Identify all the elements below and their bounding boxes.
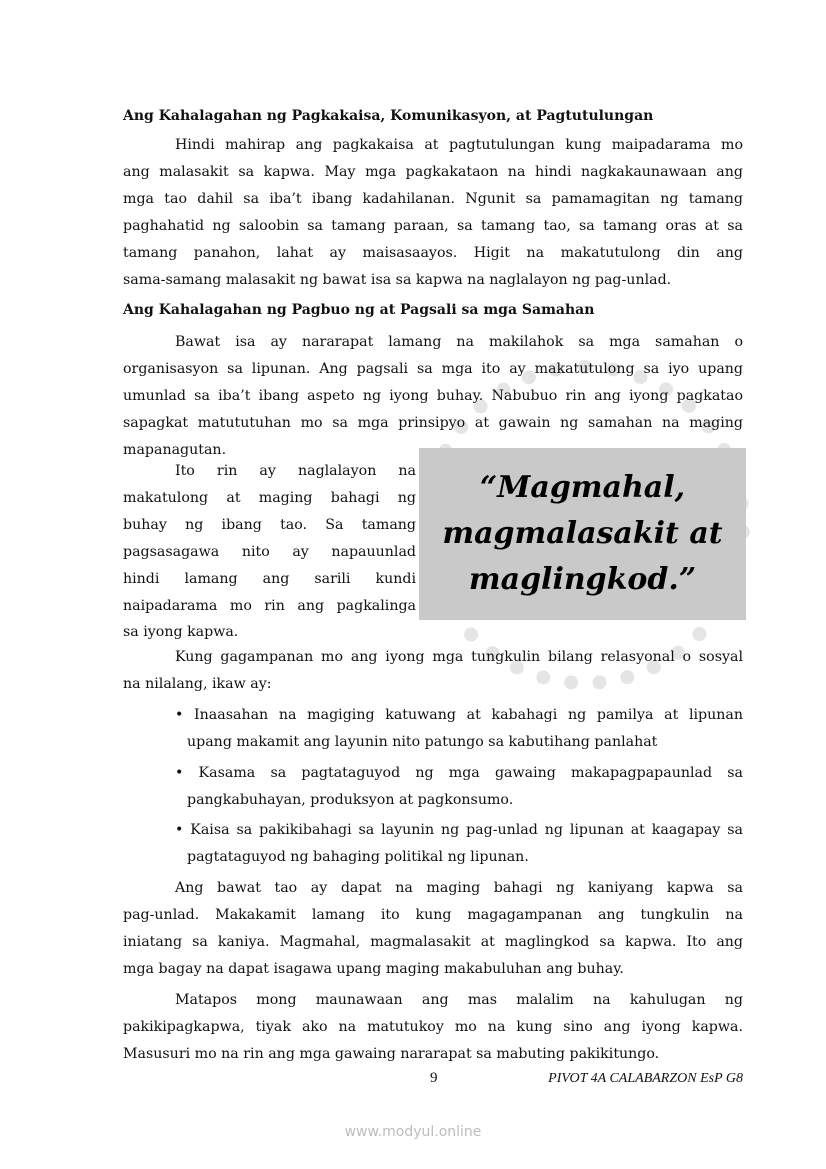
text-line: sapagkat matututuhan mo sa mga prinsipyo at gawain ng samahan na maging xyxy=(123,414,743,431)
text-line: mga bagay na dapat isagawa upang maging makabuluhan ang buhay. xyxy=(123,960,624,977)
text-line: umunlad sa iba’t ibang aspeto ng iyong buhay. Nabubuo rin ang iyong pagkatao xyxy=(123,387,743,404)
bullet-item xyxy=(175,702,743,756)
text-line: pagsasagawa nito ay napauunlad xyxy=(123,543,416,560)
paragraph-tungkulin xyxy=(123,644,743,698)
section-heading-samahan: Ang Kahalagahan ng Pagbuo ng at Pagsali sa mga Samahan xyxy=(123,302,595,318)
paragraph-pagkakaisa xyxy=(123,132,743,293)
text-line: sama-samang malasakit ng bawat isa sa kapwa na naglalayon ng pag-unlad. xyxy=(123,271,672,288)
text-line: mga tao dahil sa iba’t ibang kadahilanan. Ngunit sa pamamagitan ng tamang xyxy=(123,190,743,207)
paragraph-matapos xyxy=(123,987,743,1068)
text-line: Matapos mong maunawaan ang mas malalim na kahulugan ng xyxy=(175,992,743,1008)
text-line: Ang bawat tao ay dapat na maging bahagi ng kaniyang kapwa sa xyxy=(175,880,743,896)
text-line: pakikipagkapwa, tiyak ako na matutukoy mo na kung sino ang iyong kapwa. xyxy=(123,1018,743,1035)
text-line: mapanagutan. xyxy=(123,441,227,458)
text-line: organisasyon sa lipunan. Ang pagsali sa mga ito ay makatutulong sa iyo upang xyxy=(123,360,743,377)
quote-box xyxy=(419,448,746,620)
text-line: hindi lamang ang sarili kundi xyxy=(123,570,416,587)
text-line: • Inaasahan na magiging katuwang at kabahagi ng pamilya at lipunan xyxy=(175,707,743,723)
paragraph-samahan-1 xyxy=(123,329,743,464)
footer-module-title: PIVOT 4A CALABARZON EsP G8 xyxy=(548,1071,743,1086)
quote-line: maglingkod.” xyxy=(468,562,697,597)
quote-line: “Magmahal, xyxy=(479,470,686,505)
text-line: pangkabuhayan, produksyon at pagkonsumo. xyxy=(187,791,514,808)
text-line: makatulong at maging bahagi ng xyxy=(123,489,416,506)
quote-line: magmalasakit at xyxy=(442,516,723,551)
text-line: Hindi mahirap ang pagkakaisa at pagtutulungan kung maipadarama mo xyxy=(175,137,743,153)
text-line: • Kasama sa pagtataguyod ng mga gawaing makapagpapaunlad sa xyxy=(175,765,743,781)
text-line: Bawat isa ay nararapat lamang na makilahok sa mga samahan o xyxy=(175,334,743,350)
text-line: upang makamit ang layunin nito patungo sa kabutihang panlahat xyxy=(187,733,658,750)
text-line: iniatang sa kaniya. Magmahal, magmalasakit at maglingkod sa kapwa. Ito ang xyxy=(123,933,743,950)
text-line: tamang panahon, lahat ay maisasaayos. Higit na makatutulong din ang xyxy=(123,244,743,261)
text-line: paghahatid ng saloobin sa tamang paraan, sa tamang tao, sa tamang oras at sa xyxy=(123,217,743,234)
text-line: • Kaisa sa pakikibahagi sa layunin ng pag-unlad ng lipunan at kaagapay sa xyxy=(175,822,743,838)
website-watermark: www.modyul.online xyxy=(344,1124,482,1140)
text-line: naipadarama mo rin ang pagkalinga xyxy=(123,597,416,614)
paragraph-bahagi xyxy=(123,875,743,983)
page-number: 9 xyxy=(430,1070,438,1086)
text-line: Kung gagampanan mo ang iyong mga tungkulin bilang relasyonal o sosyal xyxy=(175,649,743,665)
text-line: pagtataguyod ng bahaging politikal ng lipunan. xyxy=(187,848,529,865)
text-line: pag-unlad. Makakamit lamang ito kung magagampanan ang tungkulin na xyxy=(123,906,743,923)
text-line: sa iyong kapwa. xyxy=(123,624,239,641)
text-line: na nilalang, ikaw ay: xyxy=(123,675,272,692)
text-line: buhay ng ibang tao. Sa tamang xyxy=(123,516,416,533)
text-line: Ito rin ay naglalayon na xyxy=(175,463,416,479)
text-line: Masusuri mo na rin ang mga gawaing nararapat sa mabuting pakikitungo. xyxy=(123,1045,660,1062)
bullet-item xyxy=(175,817,743,871)
bullet-item xyxy=(175,760,743,814)
section-heading-pagkakaisa: Ang Kahalagahan ng Pagkakaisa, Komunikasyon, at Pagtutulungan xyxy=(123,108,654,124)
text-line: ang malasakit sa kapwa. May mga pagkakataon na hindi nagkakaunawaan ang xyxy=(123,163,743,180)
paragraph-samahan-2 xyxy=(123,458,416,646)
